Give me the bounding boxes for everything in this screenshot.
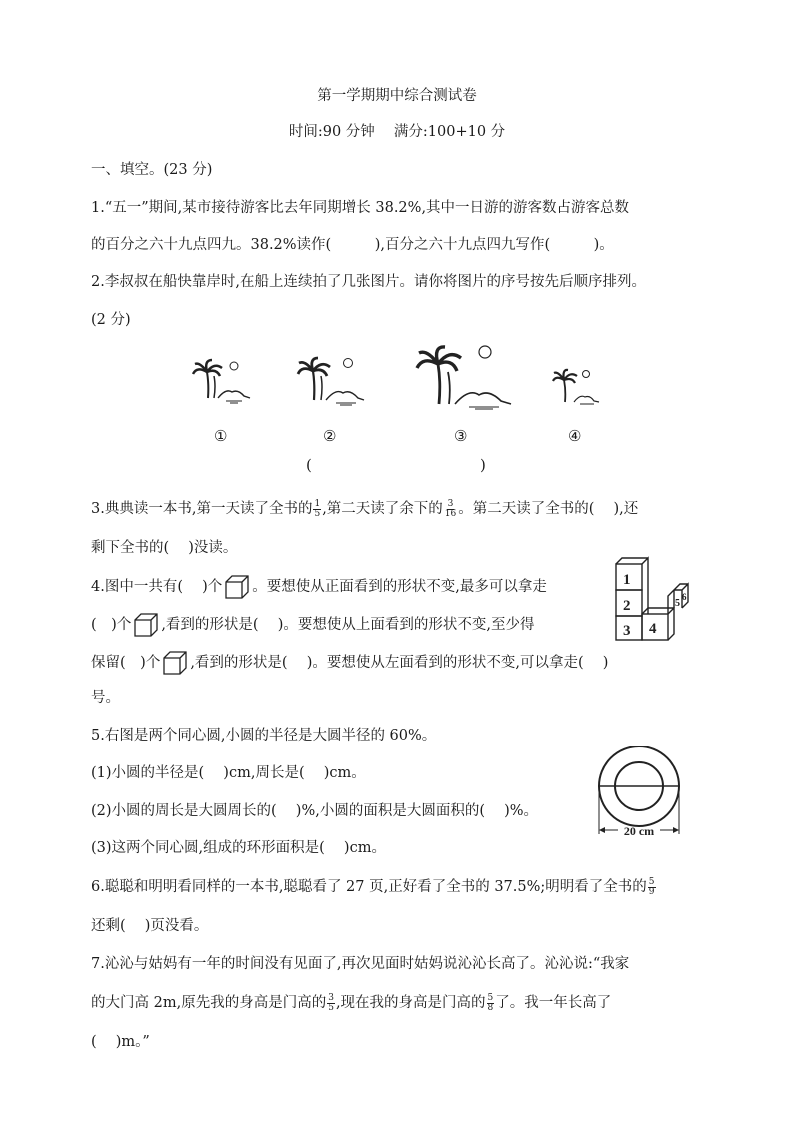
cube-icon bbox=[224, 574, 250, 600]
cube-label-6: 6 bbox=[682, 592, 687, 602]
q4-text-1a: 4.图中一共有( )个 bbox=[91, 579, 223, 595]
cube-label-2: 2 bbox=[623, 598, 631, 614]
q1-line1: 1.“五一”期间,某市接待游客比去年同期增长 38.2%,其中一日游的游客数占游客总数 bbox=[91, 200, 630, 216]
palm-island-picture-1 bbox=[192, 358, 252, 404]
stacked-cubes-figure bbox=[612, 556, 692, 642]
fraction-denominator: 16 bbox=[444, 508, 457, 519]
q4-text-2a: ( )个 bbox=[91, 617, 132, 633]
q1-line2: 的百分之六十九点四九。38.2%读作( ),百分之六十九点四九写作( )。 bbox=[91, 237, 614, 253]
cube-label-4: 4 bbox=[649, 621, 657, 637]
palm-island-picture-3 bbox=[415, 344, 515, 410]
cube-label-5: 5 bbox=[675, 598, 680, 609]
fraction-numerator: 3 bbox=[328, 992, 334, 1003]
q4-text-1b: 。要想使从正面看到的形状不变,最多可以拿走 bbox=[252, 579, 547, 595]
q5-sub1: (1)小圆的半径是( )cm,周长是( )cm。 bbox=[91, 765, 366, 781]
section-heading: 一、填空。(23 分) bbox=[91, 162, 213, 178]
fraction-numerator: 5 bbox=[648, 876, 655, 887]
q4-line3 bbox=[91, 650, 608, 676]
cube-label-3: 3 bbox=[623, 623, 631, 639]
cube-icon bbox=[162, 650, 188, 676]
q7-line2 bbox=[91, 993, 611, 1013]
page-subtitle: 时间:90 分钟 满分:100+10 分 bbox=[288, 124, 506, 140]
fraction-numerator: 3 bbox=[447, 498, 454, 509]
picture-label-3: ③ bbox=[454, 427, 468, 445]
q5-sub3: (3)这两个同心圆,组成的环形面积是( )cm。 bbox=[91, 840, 386, 856]
q5-sub2: (2)小圆的周长是大圆周长的( )%,小圆的面积是大圆面积的( )%。 bbox=[91, 803, 539, 819]
q7-line3: ( )m。” bbox=[91, 1034, 150, 1050]
q4-line4: 号。 bbox=[91, 690, 120, 706]
answer-paren-close: ) bbox=[480, 456, 486, 474]
q4-text-2b: ,看到的形状是( )。要想使从上面看到的形状不变,至少得 bbox=[161, 617, 535, 633]
q3-text-1: 3.典典读一本书,第一天读了全书的 bbox=[91, 501, 313, 517]
q5-line1: 5.右图是两个同心圆,小圆的半径是大圆半径的 60%。 bbox=[91, 728, 437, 744]
picture-label-4: ④ bbox=[568, 427, 582, 445]
palm-island-picture-2 bbox=[296, 356, 366, 406]
cube-label-1: 1 bbox=[623, 572, 631, 588]
fraction bbox=[487, 994, 495, 1013]
cube-icon bbox=[133, 612, 159, 638]
palm-island-picture-4 bbox=[552, 368, 600, 406]
concentric-circles-figure bbox=[594, 746, 684, 846]
picture-label-2: ② bbox=[323, 427, 337, 445]
q6-text-1: 6.聪聪和明明看同样的一本书,聪聪看了 27 页,正好看了全书的 37.5%;明明看了全书的 bbox=[91, 879, 647, 895]
q3-text-3: 。第二天读了全书的( ),还 bbox=[458, 501, 639, 517]
q7-text-2: ,现在我的身高是门高的 bbox=[335, 995, 486, 1011]
q4-line2 bbox=[91, 612, 534, 638]
q7-text-3: 了。我一年长高了 bbox=[495, 995, 612, 1011]
fraction bbox=[327, 994, 335, 1013]
q2-line1: 2.李叔叔在船快靠岸时,在船上连续拍了几张图片。请你将图片的序号按先后顺序排列。 bbox=[91, 274, 646, 290]
diameter-label: 20 cm bbox=[623, 824, 655, 838]
fraction-denominator: 5 bbox=[314, 508, 321, 519]
fraction bbox=[313, 500, 321, 519]
q3-line2: 剩下全书的( )没读。 bbox=[91, 540, 238, 556]
answer-paren-open: ( bbox=[306, 456, 312, 474]
page-title: 第一学期期中综合测试卷 bbox=[317, 88, 477, 104]
q3-line1 bbox=[91, 499, 638, 519]
picture-label-1: ① bbox=[214, 427, 228, 445]
q7-line1: 7.沁沁与姑妈有一年的时间没有见面了,再次见面时姑妈说沁沁长高了。沁沁说:“我家 bbox=[91, 956, 630, 972]
q6-line1 bbox=[91, 877, 657, 897]
q6-line2: 还剩( )页没看。 bbox=[91, 918, 209, 934]
q4-text-3a: 保留( )个 bbox=[91, 655, 161, 671]
fraction-numerator: 1 bbox=[314, 498, 321, 509]
fraction-denominator: 9 bbox=[648, 886, 655, 897]
fraction bbox=[648, 878, 656, 897]
fraction-numerator: 5 bbox=[487, 992, 494, 1003]
q3-text-2: ,第二天读了余下的 bbox=[322, 501, 443, 517]
q4-text-3b: ,看到的形状是( )。要想使从左面看到的形状不变,可以拿走( ) bbox=[190, 655, 609, 671]
fraction-denominator: 8 bbox=[487, 1002, 494, 1013]
q2-line2: (2 分) bbox=[91, 312, 131, 328]
fraction bbox=[444, 500, 457, 519]
q7-text-1: 的大门高 2m,原先我的身高是门高的 bbox=[91, 995, 327, 1011]
q4-line1 bbox=[91, 574, 547, 600]
fraction-denominator: 5 bbox=[328, 1002, 334, 1013]
